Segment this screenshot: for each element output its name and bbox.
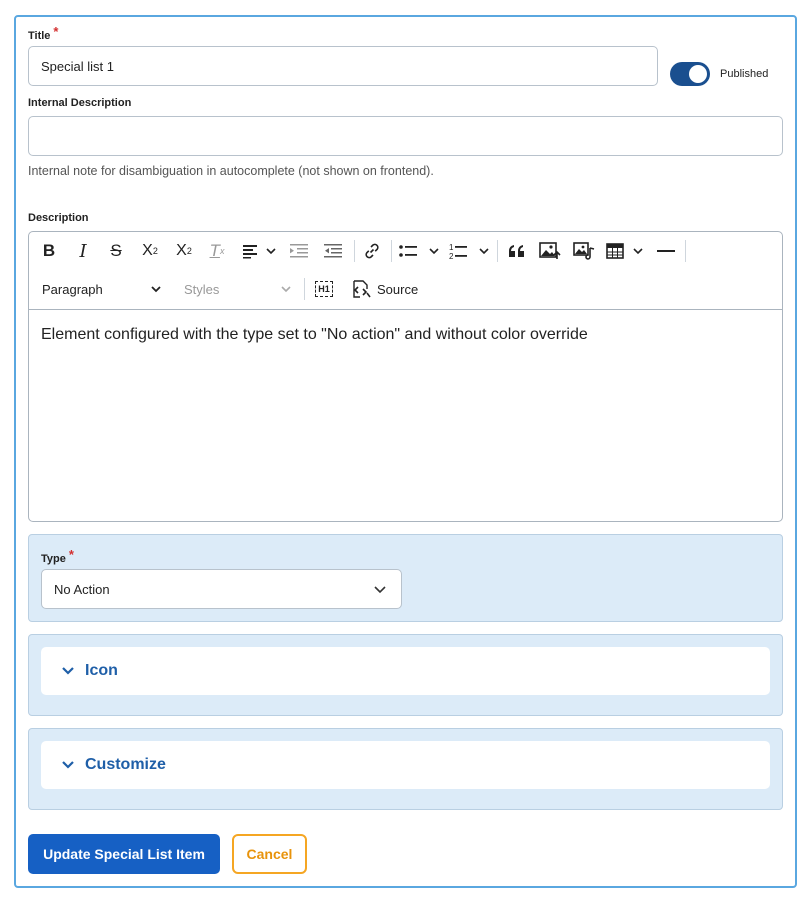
superscript-icon[interactable]: X 2: [142, 242, 158, 259]
remove-format-icon[interactable]: T x: [209, 241, 225, 260]
indent-icon[interactable]: [319, 232, 347, 270]
toolbar-separator: [497, 240, 498, 262]
description-label: Description: [28, 212, 89, 224]
title-input[interactable]: [28, 46, 658, 86]
internal-description-help: Internal note for disambiguation in autocomplete (not shown on frontend).: [28, 164, 434, 178]
title-label-text: Title: [28, 30, 51, 42]
cancel-button[interactable]: Cancel: [232, 834, 307, 874]
horizontal-line-icon[interactable]: [653, 232, 679, 270]
source-label: Source: [377, 281, 419, 297]
blockquote-icon[interactable]: [504, 232, 530, 270]
update-button[interactable]: Update Special List Item: [28, 834, 220, 874]
toolbar-separator: [304, 278, 305, 300]
insert-image-icon[interactable]: [537, 232, 563, 270]
subscript-icon[interactable]: X 2: [176, 242, 192, 259]
type-select[interactable]: [41, 569, 402, 609]
chevron-down-icon: [150, 283, 162, 295]
chevron-down-icon: [61, 758, 75, 772]
toolbar-separator: [391, 240, 392, 262]
icon-accordion-label: Icon: [85, 662, 118, 679]
required-mark: *: [68, 547, 74, 562]
customize-accordion-label: Customize: [85, 756, 166, 773]
title-label: [28, 24, 59, 42]
chevron-down-icon: [373, 583, 387, 597]
editor-content[interactable]: Element configured with the type set to "No action" and without color override: [41, 326, 588, 343]
published-toggle[interactable]: [670, 62, 710, 86]
type-label-text: Type: [41, 553, 66, 565]
bulleted-list-icon[interactable]: [397, 232, 441, 270]
internal-description-input[interactable]: [28, 116, 783, 156]
chevron-down-icon: [280, 283, 292, 295]
icon-accordion-header[interactable]: [41, 647, 770, 695]
italic-icon[interactable]: I: [79, 240, 87, 262]
source-icon: [351, 279, 371, 299]
styles-select-value: Styles: [184, 281, 220, 297]
insert-media-icon[interactable]: [571, 232, 597, 270]
internal-description-label: Internal Description: [28, 97, 132, 109]
icon-panel: [28, 634, 783, 716]
align-icon[interactable]: [239, 232, 279, 270]
chevron-down-icon: [61, 664, 75, 678]
published-label: Published: [720, 68, 769, 80]
required-mark: *: [53, 24, 59, 39]
rich-text-editor: [28, 231, 783, 522]
type-label: [41, 547, 74, 565]
paragraph-select-value: Paragraph: [42, 281, 103, 297]
source-button[interactable]: [351, 270, 421, 308]
title-input-value: Special list 1: [41, 58, 114, 74]
toolbar-divider: [29, 309, 782, 310]
toggle-knob: [689, 65, 707, 83]
styles-select[interactable]: [184, 270, 292, 308]
bold-icon[interactable]: B: [42, 241, 56, 260]
customize-accordion-header[interactable]: [41, 741, 770, 789]
insert-table-icon[interactable]: [605, 232, 645, 270]
strikethrough-icon[interactable]: S: [110, 241, 122, 260]
toolbar-separator: [685, 240, 686, 262]
paragraph-select[interactable]: [42, 270, 162, 308]
link-icon[interactable]: [359, 232, 385, 270]
svg-text:2: 2: [449, 252, 454, 260]
svg-text:1: 1: [449, 243, 454, 252]
type-panel: [28, 534, 783, 622]
outdent-icon[interactable]: [285, 232, 313, 270]
toolbar-separator: [354, 240, 355, 262]
numbered-list-icon[interactable]: [447, 232, 491, 270]
heading-icon[interactable]: H1: [311, 270, 337, 308]
customize-panel: [28, 728, 783, 810]
type-select-value: No Action: [54, 581, 110, 597]
